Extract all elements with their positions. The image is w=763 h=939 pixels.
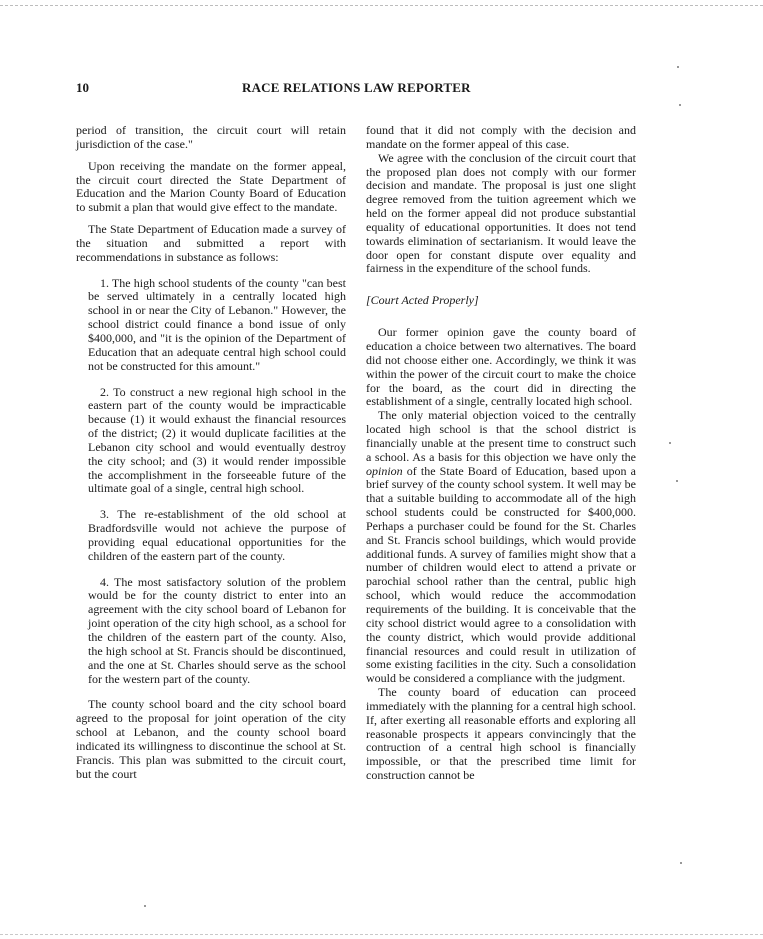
- numbered-item: 4. The most satisfactory solution of the problem would be for the county district to enter into an agreement with the city school board of Lebanon for joint operation of the city high school, as a school for the children of the eastern part of the county. Also, the high school at St. Francis should be discontinued, and the one at St. Charles should serve as the school for the western part of the county.: [88, 574, 346, 686]
- paragraph-text: The only material objection voiced to the centrally located high school is that the school district is financially unable at the present time to construct such a school. As a basis for this objection we have only the: [366, 408, 636, 464]
- scan-speck: [676, 480, 678, 482]
- paragraph: Upon receiving the mandate on the former appeal, the circuit court directed the State Department of Education and the Marion County Board of Education to submit a plan that would give effect to the mandate.: [76, 158, 346, 215]
- scan-edge-top: [0, 5, 763, 6]
- numbered-item: 3. The re-establishment of the old school at Bradfordsville would not achieve the purpose of providing equal educational opportunities for the children of the eastern part of the county.: [88, 507, 346, 563]
- paragraph: period of transition, the circuit court will retain jurisdiction of the case.": [76, 123, 346, 151]
- section-heading: [Court Acted Properly]: [366, 293, 479, 308]
- right-column: [366, 124, 636, 783]
- paragraph: The county school board and the city school board agreed to the proposal for joint operation of the city school at Lebanon, and the county school board indicated its willingness to discontinue the school at St. Francis. This plan was submitted to the circuit court, but the court: [76, 697, 346, 781]
- emphasis-text: opinion: [366, 463, 403, 478]
- scan-speck: [679, 104, 681, 106]
- paragraph: We agree with the conclusion of the circuit court that the proposed plan does not comply with our former decision and mandate. The proposal is just one slight degree removed from the tuition agreement which we held on the former appeal did not produce substantial equality of educational opportunities. It does not tend towards elimination of sectarianism. It would leave the door open for constant dispute over equality and fairness in the expenditure of the school funds.: [366, 150, 636, 276]
- scan-speck: [669, 442, 671, 444]
- page-number: 10: [76, 80, 89, 95]
- scan-edge-bottom: [0, 934, 763, 935]
- numbered-item: 2. To construct a new regional high school in the eastern part of the county would be impracticable because (1) it would exhaust the financial resources of the district; (2) it would duplicate facilities at the Lebanon city school and would eventually destroy the city school; and (3) it would render impossible the accomplishment in the forseeable future of the ultimate goal of a single, central high school.: [88, 384, 346, 496]
- scan-speck: [680, 862, 682, 864]
- paragraph: The county board of education can proceed immediately with the planning for a central high school. If, after exerting all reasonable efforts and exploring all reasonable prospects it appears convincingly that the contruction of a central high school is financially impossible, or that the prescribed time limit for construction cannot be: [366, 685, 636, 783]
- paragraph: [366, 409, 636, 686]
- paragraph: Our former opinion gave the county board of education a choice between two alternatives. The board did not choose either one. Accordingly, we think it was within the power of the circuit court to make the choice for the board, as the court did in directing the establishment of a single, centrally located high school.: [366, 325, 636, 409]
- left-column: [76, 124, 346, 781]
- scan-speck: [677, 66, 679, 68]
- paragraph: The State Department of Education made a survey of the situation and submitted a report with recommendations in substance as follows:: [76, 222, 346, 264]
- running-head: RACE RELATIONS LAW REPORTER: [242, 80, 471, 95]
- paragraph-text: of the State Board of Education, based upon a brief survey of the county school system. It well may be that a suitable building to accommodate all of the high school students could be constructed for $400,000. Perhaps a purchaser could be found for the St. Charles and St. Francis school buildings, which would provide additional funds. A survey of families might show that a number of children would elect to attend a private or parochial school rather than the central, public high school, which would reduce the accommodation requirements of the building. It is conceivable that the city school district would agree to a consolidation with the county district, which would provide additional financial resources and could result in utilization of some existing facilities in the city. Such a consolidation would be considered a compliance with the judgment.: [366, 463, 636, 686]
- numbered-item: 1. The high school students of the county "can best be served ultimately in a centrally located high school in or near the City of Lebanon." However, the school district could finance a bond issue of only $400,000, and "it is the opinion of the Department of Education that an adequate central high school could not be constructed for this amount.": [88, 275, 346, 373]
- scan-speck: [144, 905, 146, 907]
- paragraph: found that it did not comply with the decision and mandate on the former appeal of this case.: [366, 123, 636, 151]
